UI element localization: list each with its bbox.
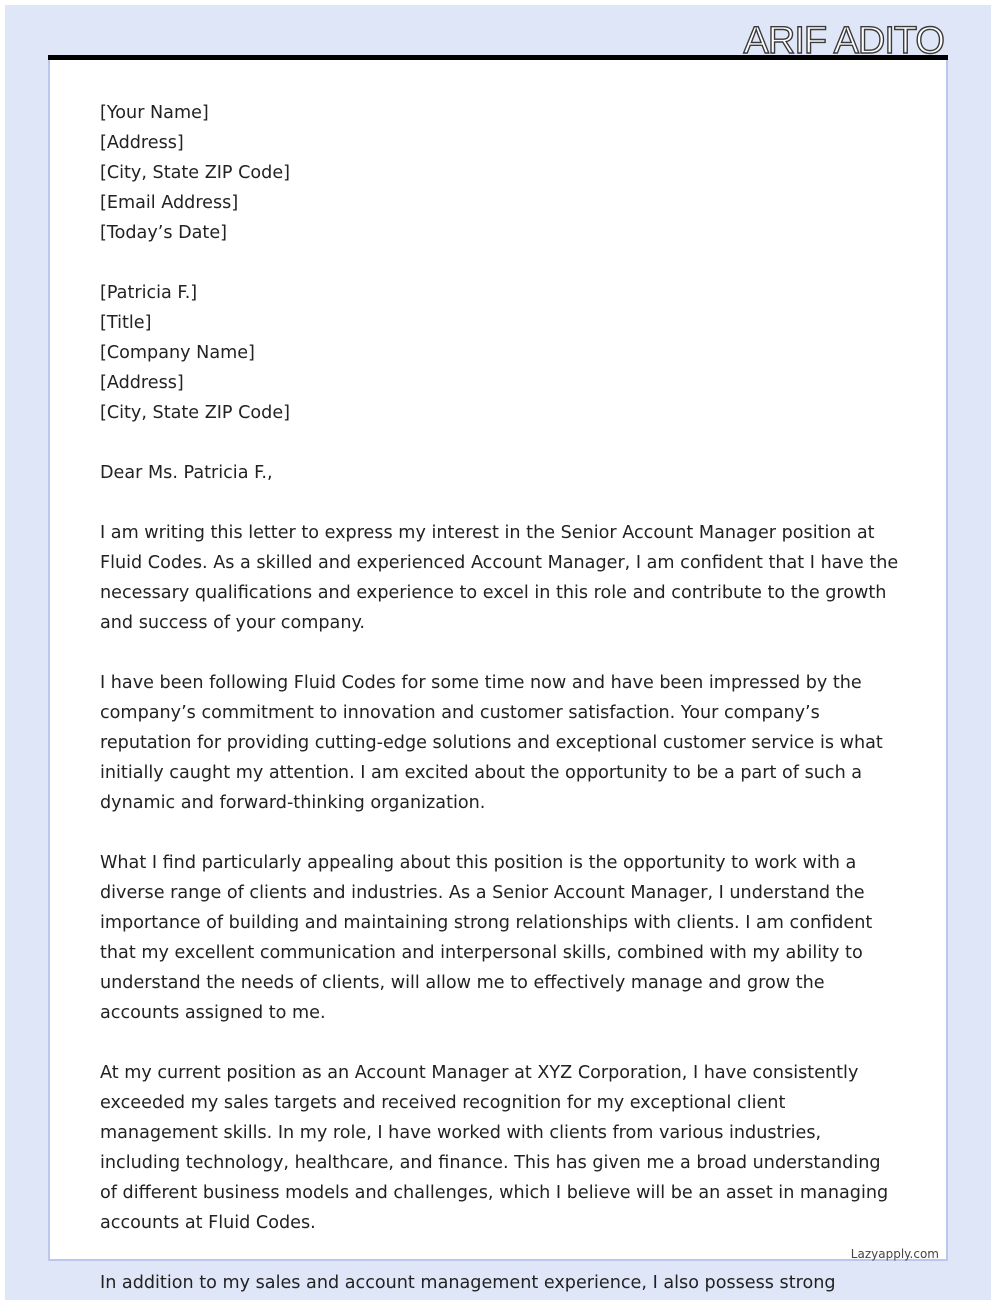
letter-date: [Today’s Date]: [100, 223, 228, 243]
paragraph-line: including technology, healthcare, and finance. This has given me a broad understanding: [100, 1153, 881, 1173]
paragraph-line: understand the needs of clients, will allow me to effectively manage and grow the: [100, 973, 825, 993]
paragraph-line: Fluid Codes. As a skilled and experienced Account Manager, I am confident that I have the: [100, 553, 899, 573]
sender-city: [City, State ZIP Code]: [100, 163, 291, 183]
recipient-title: [Title]: [100, 313, 152, 333]
paragraph-line: diverse range of clients and industries. As a Senior Account Manager, I understand the: [100, 883, 865, 903]
paragraph-line: accounts at Fluid Codes.: [100, 1213, 316, 1233]
document-background: [5, 5, 991, 1300]
sender-block: [100, 98, 900, 248]
paragraph-line: accounts assigned to me.: [100, 1003, 326, 1023]
brand-logo: ARIF ADITO: [743, 20, 944, 62]
letter-body: [100, 98, 900, 1298]
paragraph-line: and success of your company.: [100, 613, 365, 633]
paragraph-1: [100, 518, 900, 638]
paragraph-line: company’s commitment to innovation and customer satisfaction. Your company’s: [100, 703, 820, 723]
paragraph-line: of different business models and challenges, which I believe will be an asset in managing: [100, 1183, 889, 1203]
recipient-block: [100, 278, 900, 428]
sender-name: [Your Name]: [100, 103, 209, 123]
paragraph-line: reputation for providing cutting-edge solutions and exceptional customer service is what: [100, 733, 883, 753]
recipient-address: [Address]: [100, 373, 184, 393]
paragraph-2: [100, 668, 900, 818]
paragraph-3: [100, 848, 900, 1028]
watermark: Lazyapply.com: [850, 1247, 939, 1261]
paragraph-4: [100, 1058, 900, 1238]
recipient-name: [Patricia F.]: [100, 283, 198, 303]
paragraph-line: I am writing this letter to express my interest in the Senior Account Manager position at: [100, 523, 875, 543]
paragraph-line: importance of building and maintaining strong relationships with clients. I am confident: [100, 913, 873, 933]
paragraph-line: At my current position as an Account Manager at XYZ Corporation, I have consistently: [100, 1063, 859, 1083]
paragraph-line: In addition to my sales and account management experience, I also possess strong: [100, 1273, 836, 1293]
sender-email: [Email Address]: [100, 193, 239, 213]
sender-address: [Address]: [100, 133, 184, 153]
paragraph-line: necessary qualifications and experience to excel in this role and contribute to the growth: [100, 583, 887, 603]
paragraph-line: What I find particularly appealing about this position is the opportunity to work with a: [100, 853, 857, 873]
paragraph-line: dynamic and forward-thinking organization.: [100, 793, 486, 813]
recipient-city: [City, State ZIP Code]: [100, 403, 291, 423]
paragraph-line: that my excellent communication and interpersonal skills, combined with my ability to: [100, 943, 863, 963]
paragraph-line: initially caught my attention. I am excited about the opportunity to be a part of such a: [100, 763, 863, 783]
salutation: Dear Ms. Patricia F.,: [100, 463, 273, 483]
paragraph-line: I have been following Fluid Codes for some time now and have been impressed by the: [100, 673, 862, 693]
paragraph-line: exceeded my sales targets and received recognition for my exceptional client: [100, 1093, 786, 1113]
recipient-company: [Company Name]: [100, 343, 255, 363]
paragraph-5: [100, 1268, 900, 1298]
paragraph-line: management skills. In my role, I have worked with clients from various industries,: [100, 1123, 822, 1143]
